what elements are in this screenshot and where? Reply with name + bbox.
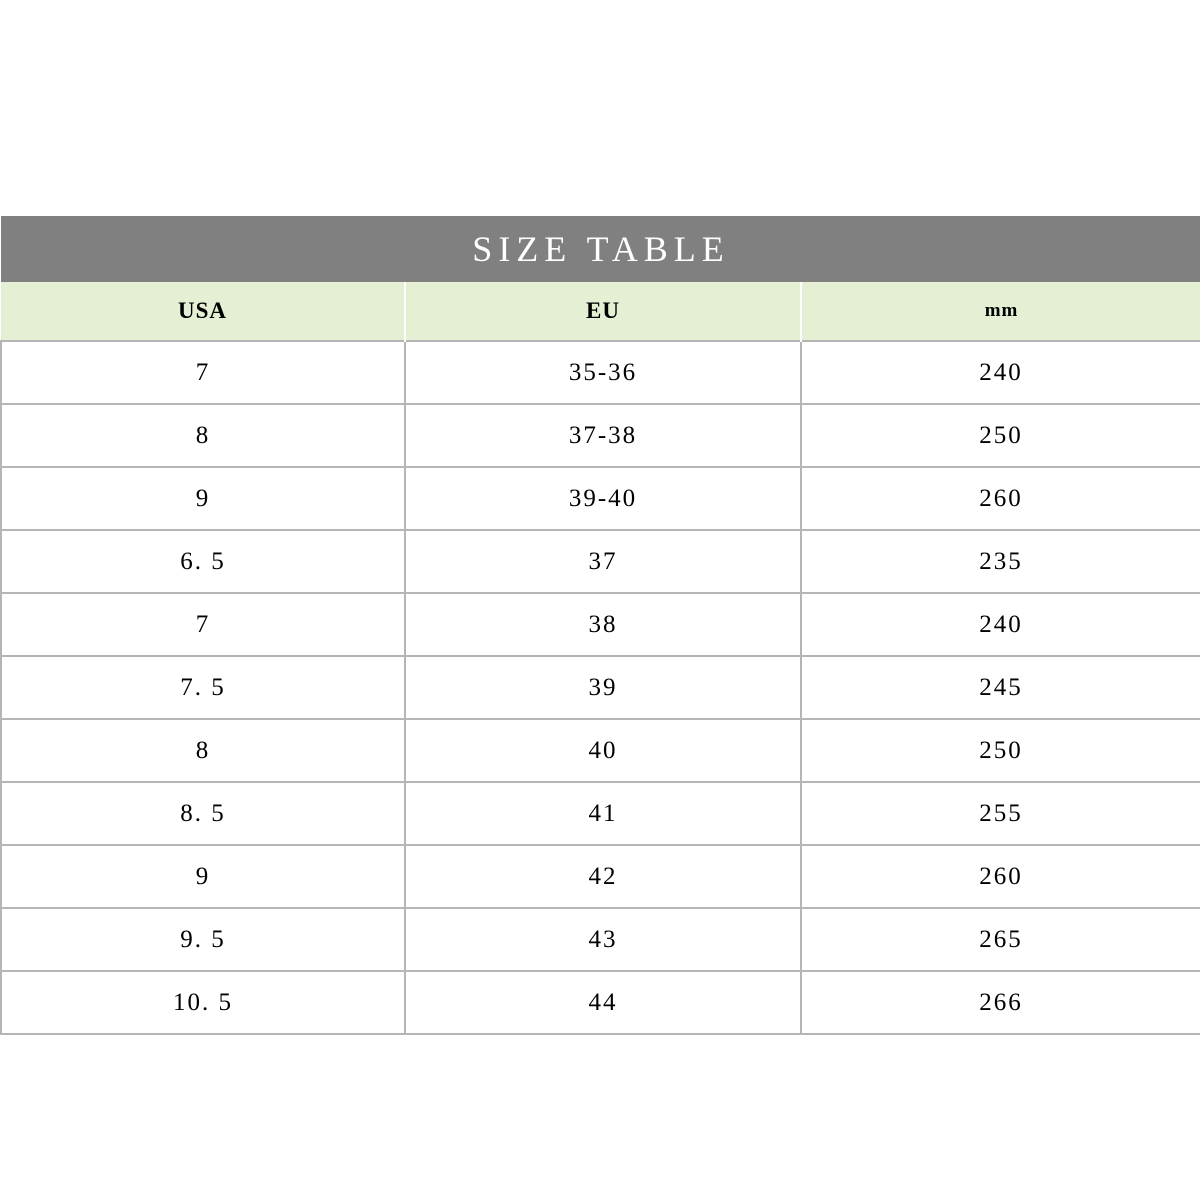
table-row [1,908,1200,971]
cell-mm: 255 [801,782,1200,845]
cell-mm: 266 [801,971,1200,1034]
cell-eu: 39-40 [405,467,801,530]
cell-eu: 39 [405,656,801,719]
cell-usa: 9. 5 [1,908,405,971]
cell-usa: 9 [1,845,405,908]
cell-usa: 6. 5 [1,530,405,593]
cell-mm: 235 [801,530,1200,593]
cell-eu: 37-38 [405,404,801,467]
cell-eu: 38 [405,593,801,656]
cell-eu: 35-36 [405,341,801,404]
cell-usa: 7 [1,593,405,656]
table-row [1,341,1200,404]
column-header-eu: EU [405,282,801,341]
table-row [1,467,1200,530]
size-table-container [0,216,1200,1035]
cell-usa: 7. 5 [1,656,405,719]
cell-usa: 8 [1,719,405,782]
cell-mm: 245 [801,656,1200,719]
table-row [1,530,1200,593]
table-row [1,656,1200,719]
table-row [1,971,1200,1034]
cell-usa: 9 [1,467,405,530]
cell-mm: 240 [801,341,1200,404]
cell-eu: 41 [405,782,801,845]
cell-mm: 250 [801,404,1200,467]
cell-usa: 7 [1,341,405,404]
table-row [1,845,1200,908]
cell-mm: 260 [801,845,1200,908]
cell-eu: 42 [405,845,801,908]
cell-usa: 8 [1,404,405,467]
cell-eu: 43 [405,908,801,971]
table-title-row [1,216,1200,282]
cell-eu: 40 [405,719,801,782]
table-row [1,719,1200,782]
size-table [0,216,1200,1035]
table-row [1,782,1200,845]
column-header-mm: mm [801,282,1200,341]
cell-eu: 37 [405,530,801,593]
cell-mm: 260 [801,467,1200,530]
column-header-usa: USA [1,282,405,341]
cell-mm: 250 [801,719,1200,782]
cell-mm: 265 [801,908,1200,971]
table-row [1,593,1200,656]
size-table-body [1,216,1200,1034]
cell-eu: 44 [405,971,801,1034]
table-row [1,404,1200,467]
table-header-row [1,282,1200,341]
page-title: SIZE TABLE [1,216,1200,282]
cell-usa: 8. 5 [1,782,405,845]
cell-usa: 10. 5 [1,971,405,1034]
cell-mm: 240 [801,593,1200,656]
